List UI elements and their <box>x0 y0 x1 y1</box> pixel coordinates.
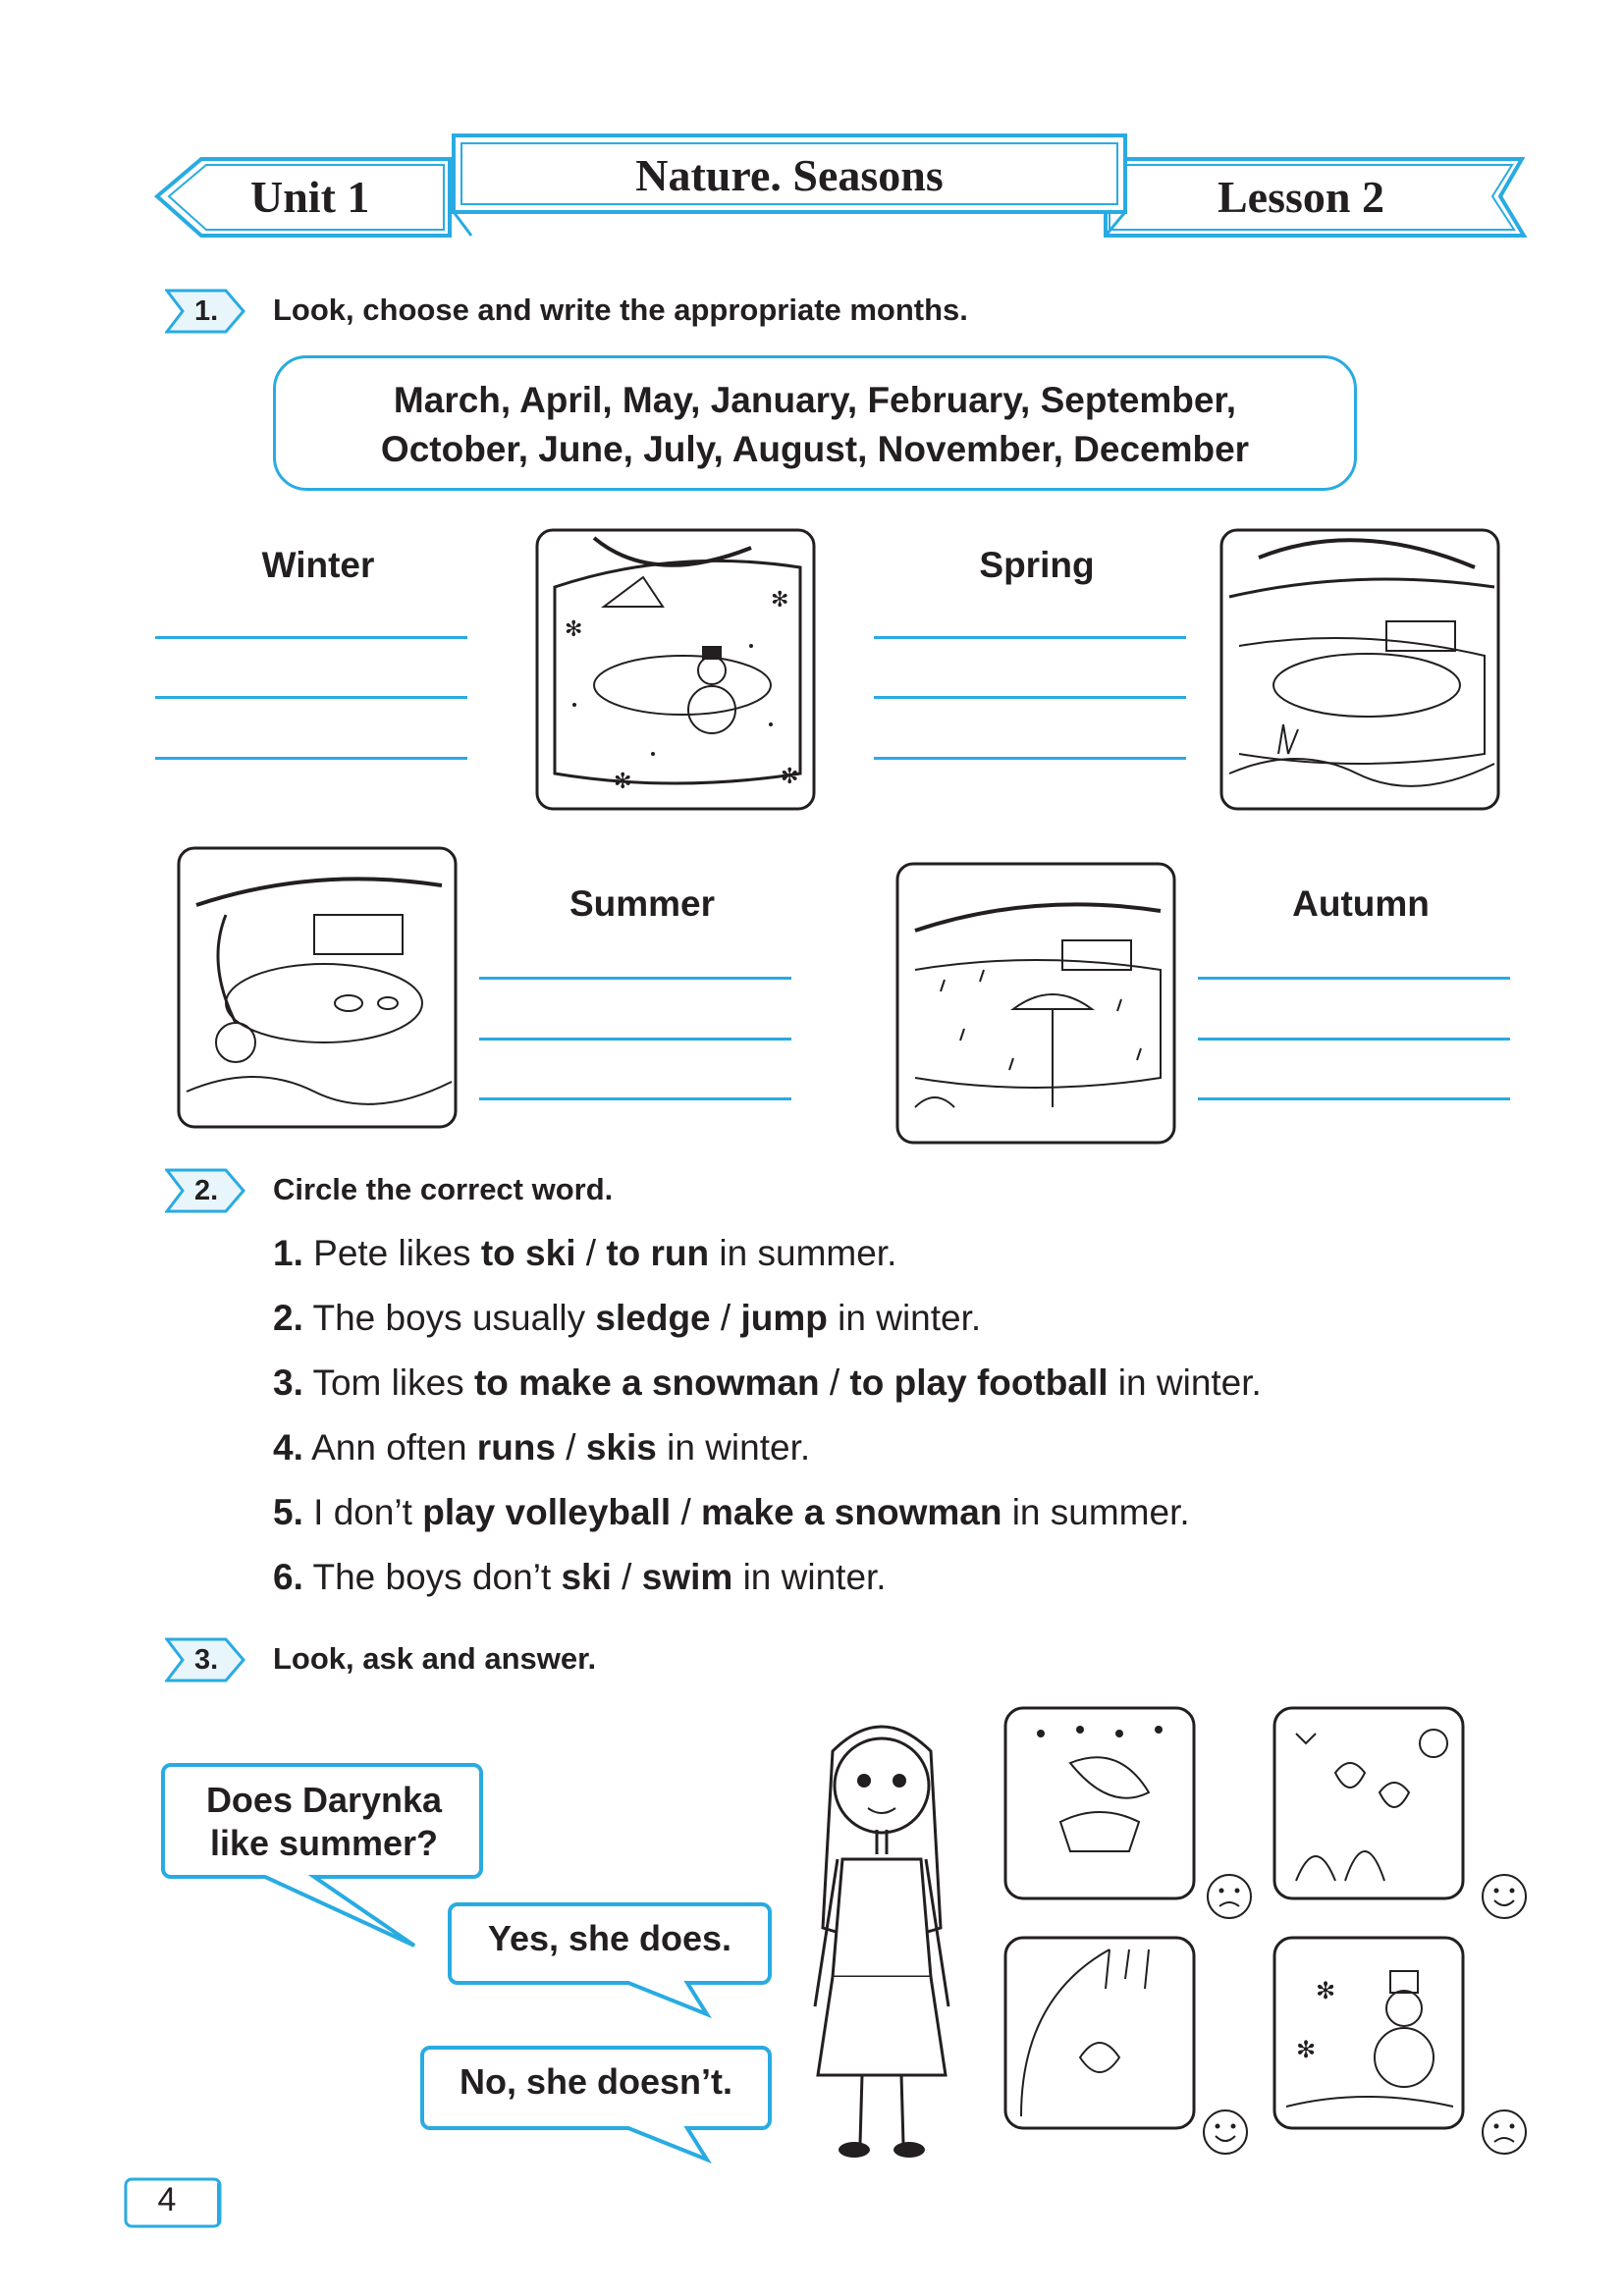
word-option-a[interactable]: to ski <box>480 1233 576 1273</box>
sentence-text: in winter. <box>732 1557 887 1597</box>
word-option-a[interactable]: runs <box>476 1427 556 1468</box>
season-label-autumn: Autumn <box>1292 883 1430 924</box>
season-pictures-grid <box>1001 1704 1591 2156</box>
exercise-number-2: 2. <box>194 1175 219 1206</box>
svg-text:✻: ✻ <box>771 587 789 612</box>
separator: / <box>710 1298 741 1338</box>
season-label-winter: Winter <box>261 545 375 585</box>
answer-line-winter-1[interactable] <box>155 636 467 639</box>
sentence-text: in winter. <box>827 1298 982 1338</box>
sentence-text: in winter. <box>1108 1362 1262 1403</box>
sentence-text: in summer. <box>709 1233 897 1273</box>
sentence-number: 2. <box>273 1298 303 1338</box>
answer-line-winter-2[interactable] <box>155 696 467 699</box>
word-option-a[interactable]: to make a snowman <box>473 1362 820 1403</box>
answer-line-summer-3[interactable] <box>479 1097 791 1100</box>
sentence-4 <box>273 1427 810 1468</box>
answer-line-autumn-1[interactable] <box>1198 977 1510 980</box>
page-title: Nature. Seasons <box>635 150 944 200</box>
answer-line-summer-2[interactable] <box>479 1038 791 1041</box>
word-option-b[interactable]: make a snowman <box>701 1492 1002 1532</box>
sentence-2 <box>273 1298 981 1339</box>
exercise-number-1: 1. <box>194 295 219 327</box>
answer-line-summer-1[interactable] <box>479 977 791 980</box>
answer-yes: Yes, she does. <box>487 1918 732 1958</box>
sentence-text: I don’t <box>313 1492 423 1532</box>
word-option-b[interactable]: skis <box>585 1427 657 1468</box>
sentence-5 <box>273 1492 1190 1533</box>
question-line-2: like summer? <box>209 1823 439 1863</box>
word-option-a[interactable]: ski <box>561 1557 612 1597</box>
separator: / <box>819 1362 850 1403</box>
svg-text:✻: ✻ <box>614 769 632 793</box>
sentence-text: The boys usually <box>312 1298 596 1338</box>
word-bank-line-1: March, April, May, January, February, September, <box>393 380 1237 420</box>
svg-text:✻: ✻ <box>1296 2037 1317 2063</box>
word-bank <box>273 355 1357 491</box>
svg-text:✻: ✻ <box>1316 1978 1336 2004</box>
svg-text:✻: ✻ <box>565 616 583 641</box>
answer-line-spring-1[interactable] <box>874 636 1186 639</box>
word-option-b[interactable]: swim <box>641 1557 733 1597</box>
exercise-instruction-1: Look, choose and write the appropriate months. <box>273 293 968 327</box>
exercise-instruction-3: Look, ask and answer. <box>273 1641 597 1676</box>
season-label-summer: Summer <box>568 883 716 924</box>
svg-text:✻: ✻ <box>781 764 799 788</box>
sentence-3 <box>273 1362 1262 1404</box>
spring-picture <box>1219 528 1500 811</box>
sentence-text: Ann often <box>311 1427 477 1468</box>
autumn-picture <box>895 862 1176 1145</box>
sentence-number: 6. <box>273 1557 303 1597</box>
sentence-text: The boys don’t <box>312 1557 562 1597</box>
sentence-number: 3. <box>273 1362 303 1403</box>
question-line-1: Does Darynka <box>205 1780 443 1820</box>
sentence-text: in summer. <box>1001 1492 1190 1532</box>
sentence-6 <box>273 1557 887 1598</box>
exercise-number-3: 3. <box>194 1644 219 1676</box>
sentence-text: in winter. <box>656 1427 811 1468</box>
word-option-b[interactable]: jump <box>740 1298 828 1338</box>
answer-line-winter-3[interactable] <box>155 757 467 760</box>
lesson-label: Lesson 2 <box>1218 172 1384 222</box>
sentence-number: 5. <box>273 1492 303 1532</box>
separator: / <box>555 1427 586 1468</box>
unit-label: Unit 1 <box>250 172 370 222</box>
girl-illustration <box>793 1712 970 2163</box>
word-option-a[interactable]: play volleyball <box>422 1492 672 1532</box>
answer-line-spring-3[interactable] <box>874 757 1186 760</box>
page-number: 4 <box>157 2181 177 2218</box>
sentence-text: Pete likes <box>313 1233 481 1273</box>
answer-line-spring-2[interactable] <box>874 696 1186 699</box>
word-option-b[interactable]: to play football <box>849 1362 1109 1403</box>
word-option-a[interactable]: sledge <box>595 1298 711 1338</box>
separator: / <box>575 1233 607 1273</box>
answer-line-autumn-2[interactable] <box>1198 1038 1510 1041</box>
answer-line-autumn-3[interactable] <box>1198 1097 1510 1100</box>
sentence-1 <box>273 1233 896 1274</box>
question-bubble <box>165 1779 483 1865</box>
winter-picture <box>535 528 816 811</box>
exercise-instruction-2: Circle the correct word. <box>273 1172 614 1206</box>
sentence-number: 1. <box>273 1233 303 1273</box>
sentence-number: 4. <box>273 1427 303 1468</box>
answer-no: No, she doesn’t. <box>459 2061 733 2102</box>
word-bank-line-2: October, June, July, August, November, December <box>380 429 1250 469</box>
summer-picture <box>177 846 458 1129</box>
word-option-b[interactable]: to run <box>606 1233 710 1273</box>
sentence-text: Tom likes <box>312 1362 474 1403</box>
separator: / <box>671 1492 702 1532</box>
season-label-spring: Spring <box>979 545 1095 585</box>
separator: / <box>611 1557 642 1597</box>
